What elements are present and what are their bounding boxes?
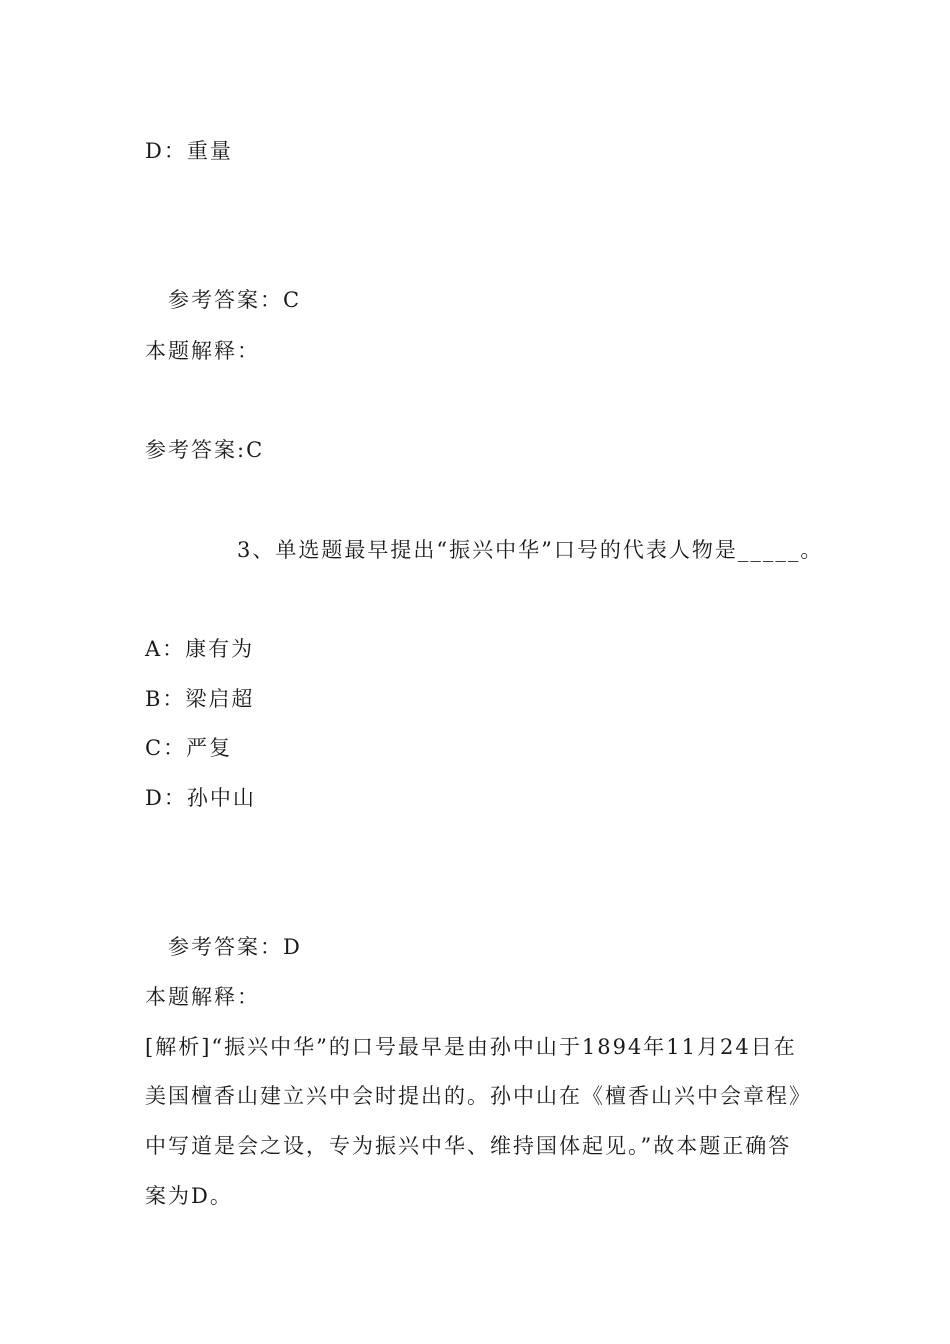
question-3-explanation-line: [解析]“振兴中华”的口号最早是由孙中山于1894年11月24日在 (145, 1035, 797, 1059)
question-3-option-a: A：康有为 (145, 637, 255, 661)
question-3-stem: 3、单选题最早提出“振兴中华”口号的代表人物是_____。 (237, 538, 824, 562)
explanation-label-previous: 本题解释： (145, 339, 260, 363)
question-3-explanation-label: 本题解释： (145, 985, 260, 1009)
question-3-option-d: D：孙中山 (145, 786, 256, 810)
question-3-explanation-line: 中写道是会之设，专为振兴中华、维持国体起见。”故本题正确答 (145, 1134, 792, 1158)
option-d-previous: D：重量 (145, 139, 233, 163)
question-3-option-b: B：梁启超 (145, 687, 255, 711)
question-3-explanation-line: 美国檀香山建立兴中会时提出的。孙中山在《檀香山兴中会章程》 (145, 1084, 812, 1108)
question-3-explanation-line: 案为D。 (145, 1184, 233, 1208)
question-3-option-c: C：严复 (145, 736, 233, 760)
question-3-reference-answer: 参考答案：D (168, 935, 302, 959)
reference-answer-previous: 参考答案：C (168, 288, 302, 312)
explanation-answer-previous: 参考答案:C (145, 438, 265, 462)
